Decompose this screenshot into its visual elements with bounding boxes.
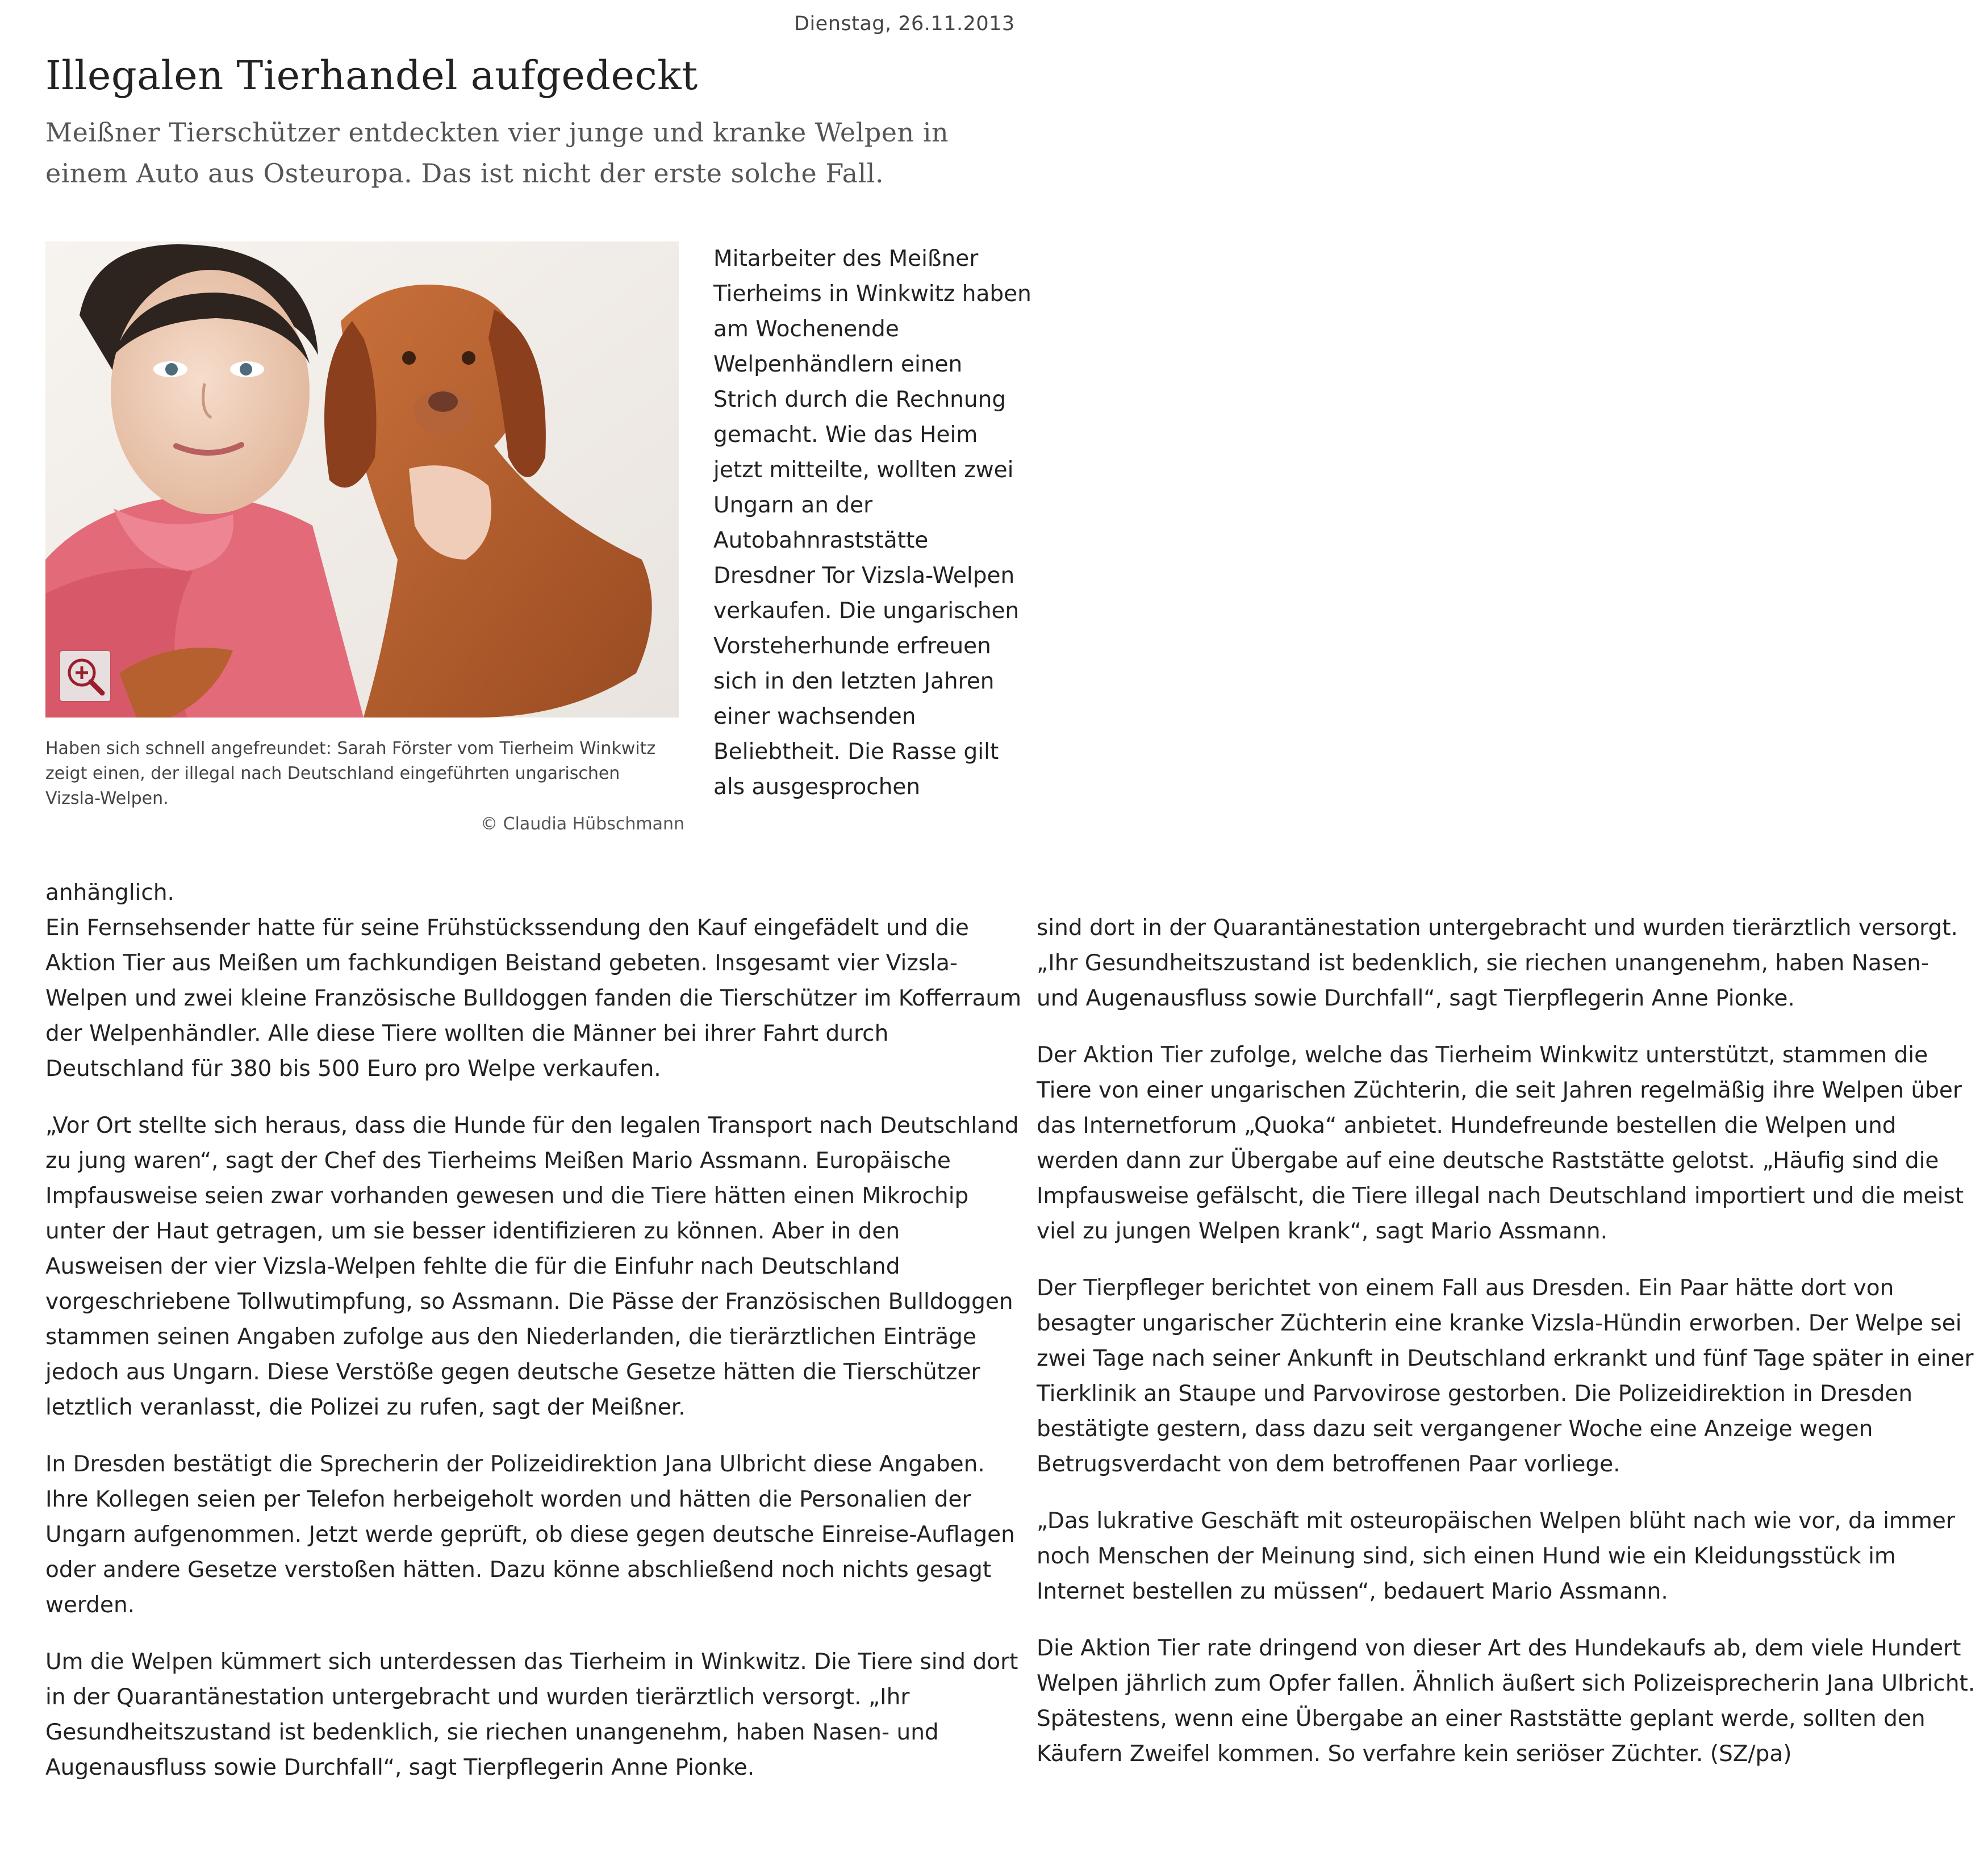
- photo-credit: © Claudia Hübschmann: [481, 814, 684, 834]
- zoom-in-icon: [60, 651, 110, 701]
- paragraph: „Das lukrative Geschäft mit osteuropäischen Welpen blüht nach wie vor, da immer noch Menschen der Meinung sind, sich einen Hund wie ein Kleidungsstück im Internet bestellen zu müssen“, bedauert Mario Assmann.: [1037, 1508, 1955, 1604]
- publication-date: Dienstag, 26.11.2013: [794, 12, 1015, 35]
- paragraph: Ein Fernsehsender hatte für seine Frühstückssendung den Kauf eingefädelt und die Aktion Tier aus Meißen um fachkundigen Beistand gebeten. Insgesamt vier Vizsla-Welpen und zwei kleine Französische Bulldoggen fanden die Tierschützer im Kofferraum der Welpenhändler. Alle diese Tiere wollten die Männer bei ihrer Fahrt durch Deutschland für 380 bis 500 Euro pro Welpe verkaufen.: [45, 915, 1022, 1082]
- paragraph: Der Aktion Tier zufolge, welche das Tierheim Winkwitz unterstützt, stammen die Tiere von einer ungarischen Züchterin, die seit Jahren regelmäßig ihre Welpen über das Internetforum „Quoka“ anbietet. Hundefreunde bestellen die Welpen und werden dann zur Übergabe auf eine deutsche Raststätte gelotst. „Häufig sind die Impfausweise gefälscht, die Tiere illegal nach Deutschland importiert und die meist viel zu jungen Welpen krank“, sagt Mario Assmann.: [1037, 1042, 1964, 1244]
- article-column-right: [1037, 911, 1977, 1793]
- paragraph: „Vor Ort stellte sich heraus, dass die Hunde für den legalen Transport nach Deutschland zu jung waren“, sagt der Chef des Tierheims Meißen Mario Assmann. Europäische Impfausweise seien zwar vorhanden gewesen und die Tiere hätten einen Mikrochip unter der Haut getragen, um sie besser identifizieren zu können. Aber in den Ausweisen der vier Vizsla-Welpen fehlte die für die Einfuhr nach Deutschland vorgeschriebene Tollwutimpfung, so Assmann. Die Pässe der Französischen Bulldoggen stammen seinen Angaben zufolge aus den Niederlanden, die tierärztlichen Einträge jedoch aus Ungarn. Diese Verstöße gegen deutsche Gesetze hätten die Tierschützer letztlich veranlasst, die Polizei zu rufen, sagt der Meißner.: [45, 1113, 1019, 1420]
- photo-illustration: [45, 241, 679, 718]
- paragraph: Der Tierpfleger berichtet von einem Fall aus Dresden. Ein Paar hätte dort von besagter ungarischer Züchterin eine kranke Vizsla-Hündin erworben. Der Welpe sei zwei Tage nach seiner Ankunft in Deutschland erkrankt und fünf Tage später in einer Tierklinik an Staupe und Parvovirose gestorben. Die Polizeidirektion in Dresden bestätigte gestern, dass dazu seit vergangener Woche eine Anzeige wegen Betrugsverdacht von dem betroffenen Paar vorliege.: [1037, 1275, 1974, 1477]
- article-column-left: [45, 911, 1022, 1807]
- article-photo[interactable]: [45, 241, 679, 718]
- photo-caption: Haben sich schnell angefreundet: Sarah Förster vom Tierheim Winkwitz zeigt einen, der illegal nach Deutschland eingeführten ungarischen Vizsla-Welpen.: [45, 739, 656, 808]
- lead-paragraph-end: anhänglich.: [45, 880, 174, 906]
- paragraph: Um die Welpen kümmert sich unterdessen das Tierheim in Winkwitz. Die Tiere sind dort in der Quarantänestation untergebracht und wurden tierärztlich versorgt. „Ihr Gesundheitszustand ist bedenklich, sie riechen unangenehm, haben Nasen- und Augenausfluss sowie Durchfall“, sagt Tierpflegerin Anne Pionke.: [45, 1649, 1018, 1780]
- paragraph: Die Aktion Tier rate dringend von dieser Art des Hundekaufs ab, dem viele Hundert Welpen jährlich zum Opfer fallen. Ähnlich äußert sich Polizeisprecherin Jana Ulbricht. Spätestens, wenn eine Übergabe an einer Raststätte geplant werde, sollten den Käufern Zweifel kommen. So verfahre kein seriöser Züchter. (SZ/pa): [1037, 1636, 1976, 1767]
- lead-paragraph: Mitarbeiter des Meißner Tierheims in Winkwitz haben am Wochenende Welpenhändlern einen Strich durch die Rechnung gemacht. Wie das Heim jetzt mitteilte, wollten zwei Ungarn an der Autobahnraststätte Dresdner Tor Vizsla-Welpen verkaufen. Die ungarischen Vorsteherhunde erfreuen sich in den letzten Jahren einer wachsenden Beliebtheit. Die Rasse gilt als ausgesprochen: [713, 246, 1031, 800]
- article-subheadline: Meißner Tierschützer entdeckten vier junge und kranke Welpen in einem Auto aus Osteuropa. Das ist nicht der erste solche Fall.: [45, 117, 949, 189]
- zoom-button[interactable]: [60, 651, 110, 701]
- paragraph: sind dort in der Quarantänestation untergebracht und wurden tierärztlich versorgt. „Ihr Gesundheitszustand ist bedenklich, sie riechen unangenehm, haben Nasen- und Augenausfluss sowie Durchfall“, sagt Tierpflegerin Anne Pionke.: [1037, 915, 1958, 1011]
- article-headline: Illegalen Tierhandel aufgedeckt: [45, 52, 698, 99]
- paragraph: In Dresden bestätigt die Sprecherin der Polizeidirektion Jana Ulbricht diese Angaben. Ihre Kollegen seien per Telefon herbeigeholt worden und hätten die Personalien der Ungarn aufgenommen. Jetzt werde geprüft, ob diese gegen deutsche Einreise-Auflagen oder andere Gesetze verstoßen hätten. Dazu könne abschließend noch nichts gesagt werden.: [45, 1451, 1015, 1618]
